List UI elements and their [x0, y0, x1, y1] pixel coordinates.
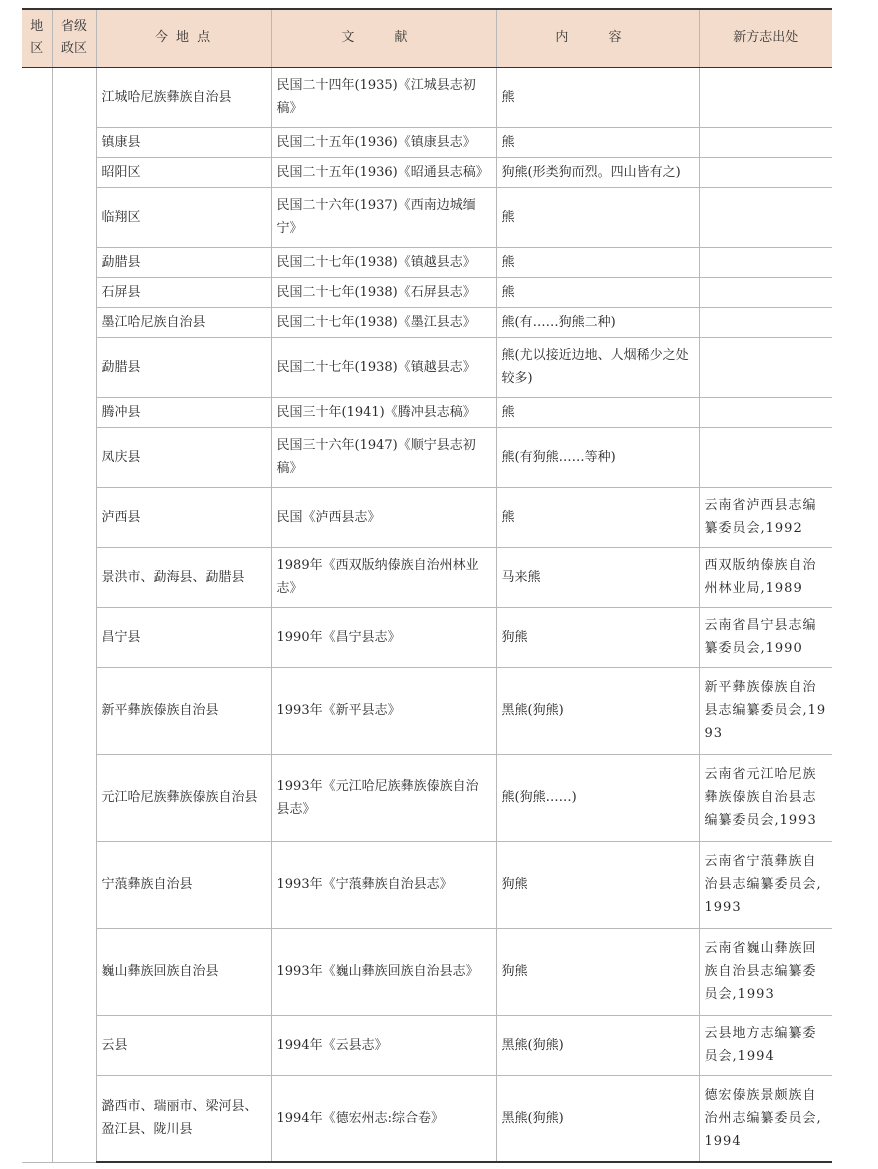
content-cell: 熊(尤以接近边地、人烟稀少之处较多): [496, 337, 699, 397]
literature-cell: 1993年《巍山彝族回族自治县志》: [271, 928, 496, 1015]
source-cell: 云南省泸西县志编纂委员会,1992: [699, 487, 832, 547]
literature-cell: 1993年《元江哈尼族彝族傣族自治县志》: [271, 754, 496, 841]
table-body: [22, 67, 832, 1162]
source-cell: [699, 67, 832, 127]
literature-cell: 1993年《宁蒗彝族自治县志》: [271, 841, 496, 928]
header-source: 新方志出处: [699, 9, 832, 67]
source-cell: [699, 307, 832, 337]
content-cell: 熊: [496, 397, 699, 427]
literature-cell: 民国二十四年(1935)《江城县志初稿》: [271, 67, 496, 127]
place-cell: 元江哈尼族彝族傣族自治县: [96, 754, 271, 841]
table-row: [22, 1015, 832, 1075]
literature-cell: 民国二十七年(1938)《墨江县志》: [271, 307, 496, 337]
literature-cell: 民国二十五年(1936)《镇康县志》: [271, 127, 496, 157]
content-cell: 黑熊(狗熊): [496, 1015, 699, 1075]
table-row: [22, 67, 832, 127]
literature-cell: 民国二十六年(1937)《西南边城缅宁》: [271, 187, 496, 247]
content-cell: 熊(有……狗熊二种): [496, 307, 699, 337]
content-cell: 黑熊(狗熊): [496, 667, 699, 754]
header-row: [22, 9, 832, 67]
content-cell: 狗熊: [496, 928, 699, 1015]
header-literature: 文 献: [271, 9, 496, 67]
literature-cell: 民国三十年(1941)《腾冲县志稿》: [271, 397, 496, 427]
content-cell: 熊: [496, 67, 699, 127]
place-cell: 临翔区: [96, 187, 271, 247]
source-cell: [699, 127, 832, 157]
header-content: 内 容: [496, 9, 699, 67]
literature-cell: 民国二十七年(1938)《石屏县志》: [271, 277, 496, 307]
place-cell: 勐腊县: [96, 247, 271, 277]
place-cell: 巍山彝族回族自治县: [96, 928, 271, 1015]
source-cell: [699, 427, 832, 487]
source-cell: 西双版纳傣族自治州林业局,1989: [699, 547, 832, 607]
content-cell: 熊: [496, 127, 699, 157]
table-row: [22, 337, 832, 397]
table-row: [22, 667, 832, 754]
place-cell: 腾冲县: [96, 397, 271, 427]
place-cell: 泸西县: [96, 487, 271, 547]
content-cell: 黑熊(狗熊): [496, 1075, 699, 1162]
table-row: [22, 247, 832, 277]
source-cell: [699, 157, 832, 187]
place-cell: 景洪市、勐海县、勐腊县: [96, 547, 271, 607]
source-cell: [699, 277, 832, 307]
source-cell: 云南省元江哈尼族彝族傣族自治县志编纂委员会,1993: [699, 754, 832, 841]
content-cell: 熊: [496, 187, 699, 247]
content-cell: 熊: [496, 247, 699, 277]
content-cell: 熊: [496, 277, 699, 307]
header-region: 地区: [22, 9, 52, 67]
place-cell: 昌宁县: [96, 607, 271, 667]
place-cell: 昭阳区: [96, 157, 271, 187]
content-cell: 熊(狗熊……): [496, 754, 699, 841]
content-cell: 狗熊(形类狗而烈。四山皆有之): [496, 157, 699, 187]
source-cell: 云南省昌宁县志编纂委员会,1990: [699, 607, 832, 667]
place-cell: 潞西市、瑞丽市、梁河县、盈江县、陇川县: [96, 1075, 271, 1162]
source-cell: 新平彝族傣族自治县志编纂委员会,1993: [699, 667, 832, 754]
province-cell: [52, 67, 96, 1162]
table-row: [22, 1075, 832, 1162]
content-cell: 熊(有狗熊……等种): [496, 427, 699, 487]
source-cell: 云县地方志编纂委员会,1994: [699, 1015, 832, 1075]
table-row: [22, 547, 832, 607]
literature-cell: 民国二十五年(1936)《昭通县志稿》: [271, 157, 496, 187]
place-cell: 勐腊县: [96, 337, 271, 397]
header-province: 省级政区: [52, 9, 96, 67]
region-cell: [22, 67, 52, 1162]
place-cell: 石屏县: [96, 277, 271, 307]
table-row: [22, 307, 832, 337]
place-cell: 宁蒗彝族自治县: [96, 841, 271, 928]
table-row: [22, 397, 832, 427]
place-cell: 镇康县: [96, 127, 271, 157]
place-cell: 江城哈尼族彝族自治县: [96, 67, 271, 127]
place-cell: 凤庆县: [96, 427, 271, 487]
literature-cell: 民国二十七年(1938)《镇越县志》: [271, 337, 496, 397]
source-cell: [699, 247, 832, 277]
source-cell: [699, 187, 832, 247]
source-cell: 德宏傣族景颇族自治州志编纂委员会,1994: [699, 1075, 832, 1162]
literature-cell: 1990年《昌宁县志》: [271, 607, 496, 667]
table-row: [22, 157, 832, 187]
literature-cell: 民国《泸西县志》: [271, 487, 496, 547]
header-place: 今 地 点: [96, 9, 271, 67]
content-cell: 马来熊: [496, 547, 699, 607]
literature-cell: 1989年《西双版纳傣族自治州林业志》: [271, 547, 496, 607]
table-row: [22, 427, 832, 487]
source-cell: 云南省宁蒗彝族自治县志编纂委员会,1993: [699, 841, 832, 928]
table-row: [22, 841, 832, 928]
source-cell: 云南省巍山彝族回族自治县志编纂委员会,1993: [699, 928, 832, 1015]
place-cell: 云县: [96, 1015, 271, 1075]
literature-cell: 1994年《云县志》: [271, 1015, 496, 1075]
content-cell: 狗熊: [496, 841, 699, 928]
table-row: [22, 277, 832, 307]
place-cell: 墨江哈尼族自治县: [96, 307, 271, 337]
literature-cell: 1993年《新平县志》: [271, 667, 496, 754]
literature-cell: 民国三十六年(1947)《顺宁县志初稿》: [271, 427, 496, 487]
table-row: [22, 754, 832, 841]
table-row: [22, 187, 832, 247]
content-cell: 熊: [496, 487, 699, 547]
content-cell: 狗熊: [496, 607, 699, 667]
literature-cell: 民国二十七年(1938)《镇越县志》: [271, 247, 496, 277]
table-row: [22, 487, 832, 547]
table-row: [22, 127, 832, 157]
source-cell: [699, 397, 832, 427]
table-page: [22, 8, 832, 1163]
table-row: [22, 607, 832, 667]
place-cell: 新平彝族傣族自治县: [96, 667, 271, 754]
literature-cell: 1994年《德宏州志:综合卷》: [271, 1075, 496, 1162]
source-cell: [699, 337, 832, 397]
gazetteer-table: [22, 8, 832, 1163]
table-row: [22, 928, 832, 1015]
